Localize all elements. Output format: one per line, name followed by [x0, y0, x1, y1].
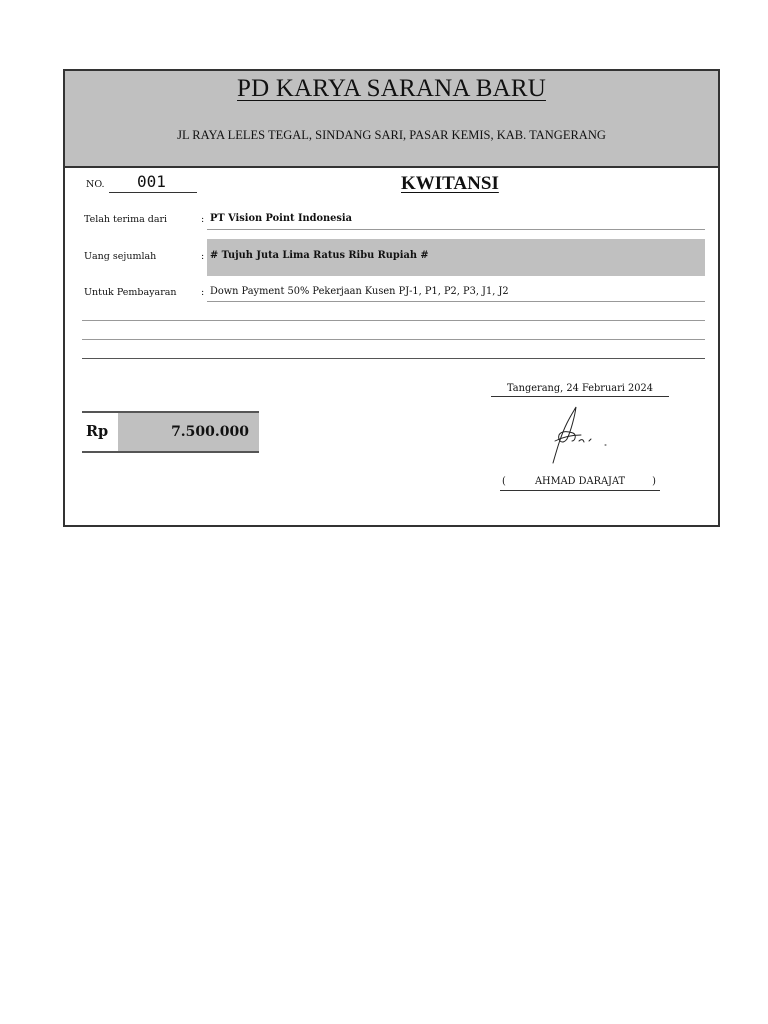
amount-words-label: Uang sejumlah	[84, 251, 157, 262]
company-address: JL RAYA LELES TEGAL, SINDANG SARI, PASAR KEMIS, KAB. TANGERANG	[177, 128, 606, 142]
colon: :	[201, 251, 205, 262]
receipt-header	[65, 71, 718, 168]
number-label: NO.	[86, 179, 105, 190]
currency-label: Rp	[86, 423, 109, 440]
blank-line	[82, 339, 705, 340]
receipt-title: KWITANSI	[401, 173, 499, 194]
received-from-label: Telah terima dari	[84, 214, 168, 225]
amount-value: 7.500.000	[171, 424, 249, 440]
close-paren: )	[652, 476, 656, 487]
blank-line	[82, 320, 705, 321]
purpose-line	[207, 301, 705, 302]
blank-line	[82, 358, 705, 359]
colon: :	[201, 214, 205, 225]
receipt-number: 001	[109, 172, 197, 193]
received-from-line	[207, 229, 705, 230]
colon: :	[201, 287, 205, 298]
place-date: Tangerang, 24 Februari 2024	[491, 383, 669, 397]
purpose-value: Down Payment 50% Pekerjaan Kusen PJ-1, P1, P2, P3, J1, J2	[210, 286, 509, 297]
receipt-form	[63, 69, 720, 527]
purpose-label: Untuk Pembayaran	[84, 287, 177, 298]
open-paren: (	[502, 476, 506, 487]
signature-image	[545, 401, 615, 471]
amount-box	[82, 411, 259, 453]
received-from-value: PT Vision Point Indonesia	[210, 213, 352, 224]
company-name: PD KARYA SARANA BARU	[237, 75, 546, 102]
signer-name: AHMAD DARAJAT	[534, 476, 626, 487]
amount-words-value: # Tujuh Juta Lima Ratus Ribu Rupiah #	[210, 250, 429, 261]
signer-line	[500, 476, 660, 491]
